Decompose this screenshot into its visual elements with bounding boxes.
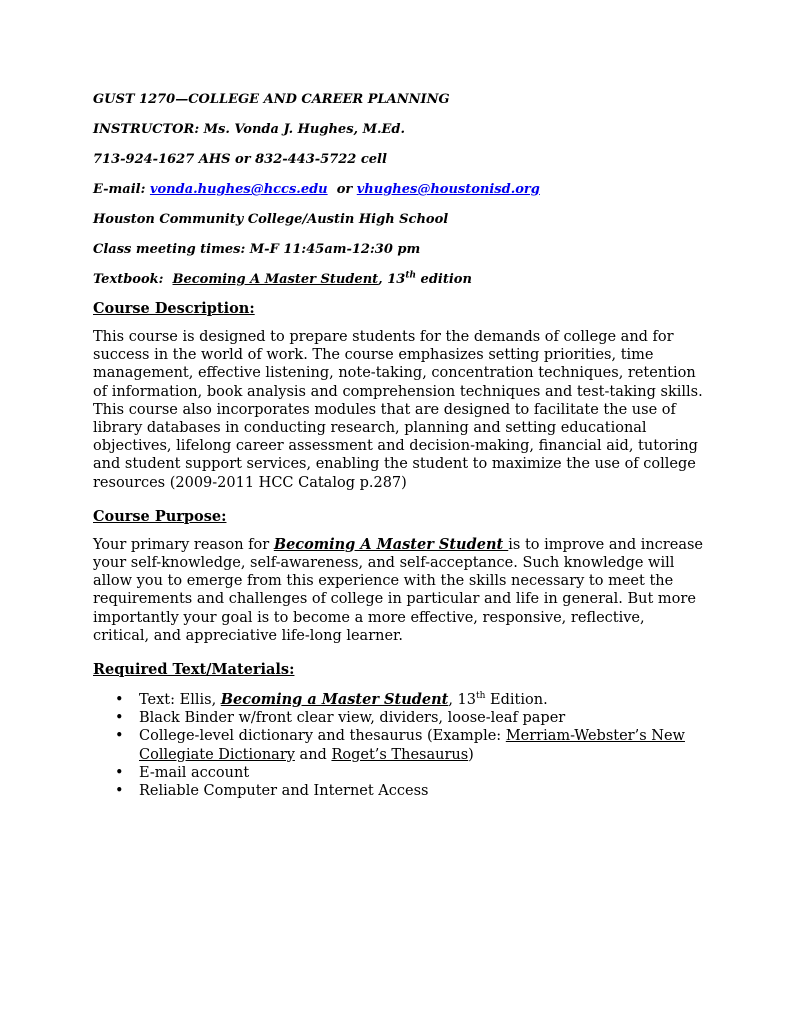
item3-suffix: ) bbox=[468, 746, 474, 763]
item3-thesaurus: Roget’s Thesaurus bbox=[331, 746, 469, 763]
instructor-line: INSTRUCTOR: Ms. Vonda J. Hughes, M.Ed. bbox=[93, 122, 406, 137]
bullet-icon: • bbox=[115, 692, 124, 709]
meeting-times-line: Class meeting times: M-F 11:45am-12:30 pm bbox=[93, 242, 421, 257]
course-purpose-heading: Course Purpose: bbox=[93, 507, 227, 525]
item3-prefix: College-level dictionary and thesaurus (Example: bbox=[139, 728, 506, 745]
textbook-line bbox=[93, 272, 703, 288]
email-line bbox=[93, 182, 703, 198]
list-item bbox=[115, 709, 703, 727]
item4-text: E-mail account bbox=[139, 764, 250, 781]
item1-edition-suffix: Edition. bbox=[485, 692, 548, 709]
purpose-text-after: is to improve and increase your self-knowledge, self-awareness, and self-acceptance. Such knowledge will allow you to emerge from this experience with the skills necessary to meet the requirements and challenges of college in particular and life in general. But more importantly your goal is to become a more effective, responsive, reflective, critical, and appreciative life-long learner. bbox=[93, 536, 703, 644]
syllabus-page bbox=[93, 92, 703, 800]
email-link-houstonisd[interactable]: vhughes@houstonisd.org bbox=[356, 182, 540, 197]
course-purpose-text bbox=[93, 536, 703, 645]
bullet-icon: • bbox=[115, 710, 124, 727]
course-description-heading: Course Description: bbox=[93, 300, 255, 317]
item2-text: Black Binder w/front clear view, dividers, loose-leaf paper bbox=[139, 710, 566, 727]
course-description-text: This course is designed to prepare students for the demands of college and for success in the world of work. The course emphasizes setting priorities, time management, effective listening, note-taking, concentration techniques, retention of information, book analysis and comprehension techniques and test-taking skills. This course also incorporates modules that are designed to facilitate the use of library databases in conducting research, planning and setting educational objectives, lifelong career assessment and decision-making, financial aid, tutoring and student support services, enabling the student to maximize the use of college resources (2009-2011 HCC Catalog p.287) bbox=[93, 329, 703, 491]
email-link-hccs[interactable]: vonda.hughes@hccs.edu bbox=[149, 182, 328, 197]
materials-list bbox=[93, 691, 703, 800]
list-item bbox=[115, 764, 703, 782]
item1-title: Becoming a Master Student bbox=[220, 691, 449, 709]
email-or: or bbox=[327, 182, 357, 197]
textbook-edition-suffix: edition bbox=[416, 272, 472, 287]
item3-dictionary: Merriam-Webster’s New Collegiate Dictionary bbox=[139, 728, 685, 763]
list-item bbox=[115, 691, 703, 709]
textbook-label: Textbook: bbox=[93, 272, 173, 287]
purpose-text-before: Your primary reason for bbox=[93, 536, 274, 553]
item1-prefix: Text: Ellis, bbox=[139, 692, 221, 709]
course-title: GUST 1270—COLLEGE AND CAREER PLANNING bbox=[93, 92, 450, 107]
purpose-book-title: Becoming A Master Student bbox=[273, 535, 509, 553]
list-item bbox=[115, 782, 703, 800]
list-item bbox=[115, 727, 703, 763]
bullet-icon: • bbox=[115, 728, 124, 745]
email-label: E-mail: bbox=[93, 182, 150, 197]
phone-line: 713-924-1627 AHS or 832-443-5722 cell bbox=[93, 152, 387, 167]
item5-text: Reliable Computer and Internet Access bbox=[139, 783, 429, 800]
textbook-edition-prefix: , 13 bbox=[378, 272, 406, 287]
item1-edition-prefix: , 13 bbox=[448, 692, 477, 709]
textbook-edition-sup: th bbox=[405, 270, 417, 281]
required-materials-heading: Required Text/Materials: bbox=[93, 661, 295, 679]
bullet-icon: • bbox=[115, 764, 124, 781]
school-line: Houston Community College/Austin High School bbox=[93, 212, 449, 227]
textbook-title: Becoming A Master Student bbox=[172, 272, 379, 287]
item1-edition-sup: th bbox=[476, 691, 486, 702]
item3-and: and bbox=[294, 746, 332, 763]
bullet-icon: • bbox=[115, 783, 124, 800]
